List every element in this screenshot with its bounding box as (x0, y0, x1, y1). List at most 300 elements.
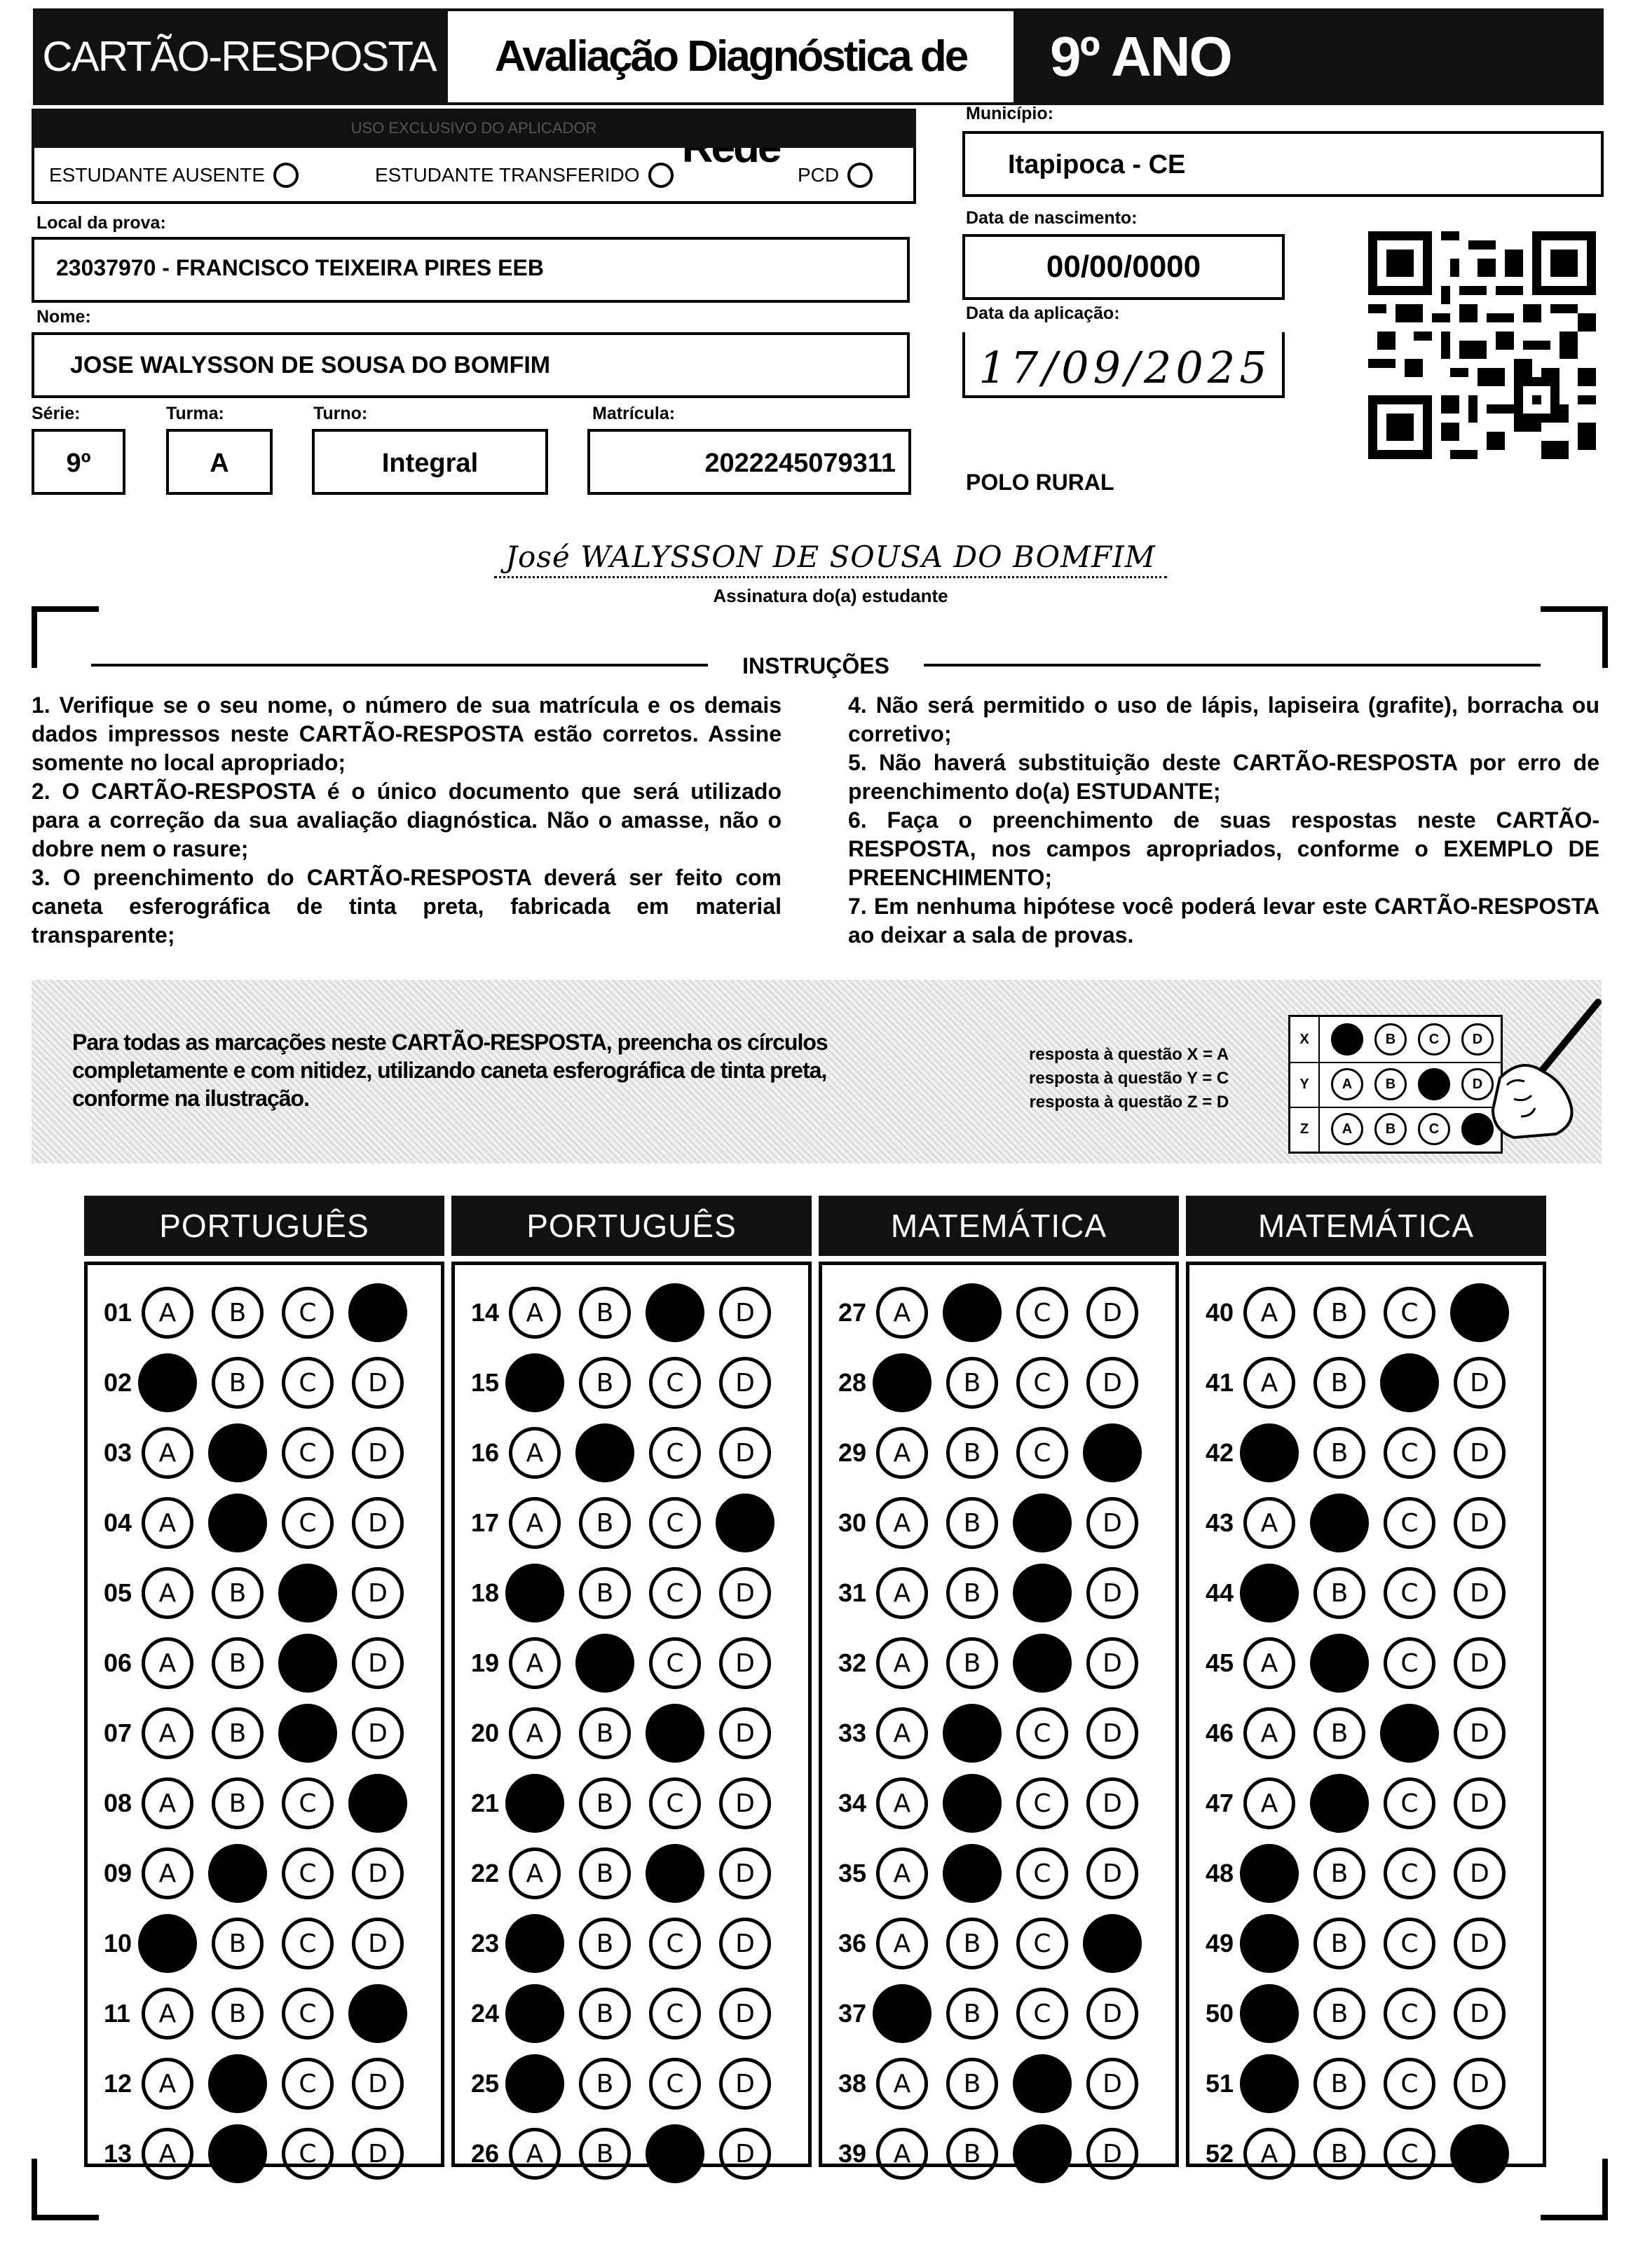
answer-bubble-26-b[interactable]: B (579, 2128, 631, 2180)
example-bubble-b: B (1374, 1113, 1407, 1145)
question-row (471, 1845, 789, 1901)
signature-line (494, 576, 1167, 578)
answer-bubble-37-a[interactable] (873, 1984, 931, 2043)
answer-bubble-34-d[interactable]: D (1086, 1777, 1138, 1829)
answer-bubble-16-a[interactable]: A (509, 1427, 561, 1479)
answer-bubble-47-b[interactable] (1310, 1774, 1369, 1833)
answer-bubble-47-d[interactable]: D (1454, 1777, 1506, 1829)
answer-bubble-35-d[interactable]: D (1086, 1847, 1138, 1899)
answer-bubble-23-c[interactable]: C (649, 1918, 701, 1969)
answer-bubble-43-a[interactable]: A (1243, 1497, 1295, 1549)
answer-bubble-08-a[interactable]: A (142, 1777, 193, 1829)
answer-bubble-28-d[interactable]: D (1086, 1357, 1138, 1409)
question-number: 02 (104, 1368, 132, 1397)
answer-bubble-03-c[interactable]: C (282, 1427, 334, 1479)
answer-bubble-30-d[interactable]: D (1086, 1497, 1138, 1549)
question-row (471, 1565, 789, 1621)
answer-bubble-40-a[interactable]: A (1243, 1287, 1295, 1339)
question-number: 32 (838, 1648, 867, 1677)
answer-bubble-31-d[interactable]: D (1086, 1567, 1138, 1619)
answer-bubble-13-d[interactable]: D (352, 2128, 404, 2180)
answer-bubble-16-b[interactable] (575, 1423, 634, 1482)
answer-bubble-37-d[interactable]: D (1086, 1988, 1138, 2040)
answer-bubble-07-b[interactable]: B (212, 1707, 264, 1759)
answer-bubble-19-b[interactable] (575, 1634, 634, 1693)
answer-bubble-38-a[interactable]: A (876, 2058, 928, 2110)
question-row (838, 1285, 1156, 1341)
answer-bubble-14-c[interactable] (646, 1283, 704, 1342)
answer-bubble-49-d[interactable]: D (1454, 1918, 1506, 1969)
answer-bubble-34-b[interactable] (943, 1774, 1002, 1833)
answer-bubble-45-a[interactable]: A (1243, 1637, 1295, 1689)
answer-bubble-24-c[interactable]: C (649, 1988, 701, 2040)
transferred-checkbox[interactable] (648, 163, 674, 188)
answer-bubble-07-d[interactable]: D (352, 1707, 404, 1759)
question-number: 09 (104, 1859, 132, 1887)
answer-bubble-43-b[interactable] (1310, 1494, 1369, 1552)
question-number: 13 (104, 2139, 132, 2168)
answer-bubble-35-c[interactable]: C (1016, 1847, 1068, 1899)
answer-bubble-04-b[interactable] (208, 1494, 267, 1552)
answer-bubble-22-a[interactable]: A (509, 1847, 561, 1899)
question-number: 34 (838, 1789, 867, 1817)
answer-bubble-06-a[interactable]: A (142, 1637, 193, 1689)
answer-bubble-10-a[interactable] (138, 1914, 197, 1973)
answer-bubble-50-a[interactable] (1240, 1984, 1299, 2043)
question-number: 40 (1206, 1298, 1234, 1327)
example-bubble-d: D (1461, 1068, 1494, 1100)
answer-bubble-13-b[interactable] (208, 2124, 267, 2183)
answer-bubble-01-c[interactable]: C (282, 1287, 334, 1339)
answer-bubble-21-a[interactable] (505, 1774, 564, 1833)
example-bubble-a (1331, 1023, 1363, 1056)
answer-bubble-10-d[interactable]: D (352, 1918, 404, 1969)
answer-bubble-29-c[interactable]: C (1016, 1427, 1068, 1479)
answer-bubble-03-a[interactable]: A (142, 1427, 193, 1479)
question-row (838, 1355, 1156, 1411)
answer-bubble-14-a[interactable]: A (509, 1287, 561, 1339)
answer-bubble-02-d[interactable]: D (352, 1357, 404, 1409)
answer-bubble-05-c[interactable] (278, 1564, 337, 1623)
example-bubble-a: A (1331, 1113, 1363, 1145)
question-number: 49 (1206, 1929, 1234, 1958)
answer-bubble-01-a[interactable]: A (142, 1287, 193, 1339)
answer-bubble-46-c[interactable] (1380, 1704, 1439, 1763)
example-legend (1029, 1043, 1229, 1114)
answer-bubble-27-a[interactable]: A (876, 1287, 928, 1339)
polo-label: POLO RURAL (966, 470, 1114, 495)
answer-bubble-28-b[interactable]: B (946, 1357, 998, 1409)
answer-bubble-20-c[interactable] (646, 1704, 704, 1763)
answer-bubble-32-a[interactable]: A (876, 1637, 928, 1689)
column-header-3: MATEMÁTICA (819, 1196, 1179, 1256)
answer-bubble-45-b[interactable] (1310, 1634, 1369, 1693)
answer-bubble-42-c[interactable]: C (1384, 1427, 1435, 1479)
answer-bubble-19-a[interactable]: A (509, 1637, 561, 1689)
question-row (1206, 2126, 1524, 2182)
answer-bubble-10-b[interactable]: B (212, 1918, 264, 1969)
answer-bubble-11-b[interactable]: B (212, 1988, 264, 2040)
question-row (104, 2126, 422, 2182)
answer-bubble-47-a[interactable]: A (1243, 1777, 1295, 1829)
answer-bubble-47-c[interactable]: C (1384, 1777, 1435, 1829)
answer-bubble-02-a[interactable] (138, 1353, 197, 1412)
answer-bubble-22-b[interactable]: B (579, 1847, 631, 1899)
answer-bubble-05-a[interactable]: A (142, 1567, 193, 1619)
question-row (471, 1705, 789, 1761)
answer-bubble-46-b[interactable]: B (1313, 1707, 1365, 1759)
answer-bubble-17-c[interactable]: C (649, 1497, 701, 1549)
question-number: 21 (471, 1789, 500, 1817)
answer-bubble-27-c[interactable]: C (1016, 1287, 1068, 1339)
answer-bubble-51-a[interactable] (1240, 2054, 1299, 2113)
instructions-title: INSTRUÇÕES (742, 653, 889, 678)
question-number: 48 (1206, 1859, 1234, 1887)
answer-bubble-11-d[interactable] (348, 1984, 407, 2043)
answer-bubble-32-c[interactable] (1013, 1634, 1072, 1693)
answer-bubble-52-a[interactable]: A (1243, 2128, 1295, 2180)
answer-bubble-20-d[interactable]: D (719, 1707, 771, 1759)
example-bubble-c: C (1418, 1113, 1450, 1145)
example-bubble-c: C (1418, 1023, 1450, 1056)
question-row (1206, 1635, 1524, 1691)
question-row (471, 2056, 789, 2112)
answer-bubble-42-b[interactable]: B (1313, 1427, 1365, 1479)
question-row (1206, 1705, 1524, 1761)
answer-bubble-49-b[interactable]: B (1313, 1918, 1365, 1969)
question-number: 51 (1206, 2069, 1234, 2098)
column-header-1: PORTUGUÊS (84, 1196, 444, 1256)
answer-bubble-40-d[interactable] (1450, 1283, 1509, 1342)
answer-bubble-06-d[interactable]: D (352, 1637, 404, 1689)
absent-option[interactable] (49, 163, 299, 188)
answer-bubble-24-b[interactable]: B (579, 1988, 631, 2040)
answer-bubble-09-a[interactable]: A (142, 1847, 193, 1899)
answer-bubble-31-c[interactable] (1013, 1564, 1072, 1623)
question-row (104, 1705, 422, 1761)
answer-bubble-39-b[interactable]: B (946, 2128, 998, 2180)
answer-bubble-16-c[interactable]: C (649, 1427, 701, 1479)
answer-bubble-15-a[interactable] (505, 1353, 564, 1412)
question-row (838, 1635, 1156, 1691)
question-row (471, 1285, 789, 1341)
answer-bubble-36-d[interactable] (1083, 1914, 1142, 1973)
question-number: 35 (838, 1859, 867, 1887)
answer-bubble-01-d[interactable] (348, 1283, 407, 1342)
qr-code (1368, 231, 1596, 459)
question-number: 33 (838, 1719, 867, 1747)
answer-bubble-22-d[interactable]: D (719, 1847, 771, 1899)
answer-bubble-37-b[interactable]: B (946, 1988, 998, 2040)
answer-bubble-50-b[interactable]: B (1313, 1988, 1365, 2040)
answer-bubble-48-b[interactable]: B (1313, 1847, 1365, 1899)
answer-bubble-04-c[interactable]: C (282, 1497, 334, 1549)
answer-bubble-32-b[interactable]: B (946, 1637, 998, 1689)
nascimento-value: 00/00/0000 (1046, 250, 1201, 284)
answer-bubble-44-a[interactable] (1240, 1564, 1299, 1623)
answer-bubble-33-b[interactable] (943, 1704, 1002, 1763)
answer-bubble-44-b[interactable]: B (1313, 1567, 1365, 1619)
answer-bubble-27-b[interactable] (943, 1283, 1002, 1342)
pcd-option[interactable] (798, 163, 873, 188)
answer-bubble-04-d[interactable]: D (352, 1497, 404, 1549)
answer-bubble-18-b[interactable]: B (579, 1567, 631, 1619)
answer-bubble-05-b[interactable]: B (212, 1567, 264, 1619)
instruction-6: 6. Faça o preenchimento de suas respostas neste CARTÃO-RESPOSTA, nos campos apropriados, conforme o EXEMPLO DE PREENCHIMENTO; (848, 807, 1599, 890)
absent-checkbox[interactable] (273, 163, 299, 188)
question-row (1206, 1565, 1524, 1621)
answer-bubble-44-d[interactable]: D (1454, 1567, 1506, 1619)
answer-bubble-34-a[interactable]: A (876, 1777, 928, 1829)
answer-bubble-34-c[interactable]: C (1016, 1777, 1068, 1829)
question-number: 28 (838, 1368, 867, 1397)
answer-bubble-06-b[interactable]: B (212, 1637, 264, 1689)
answer-bubble-04-a[interactable]: A (142, 1497, 193, 1549)
answer-bubble-08-b[interactable]: B (212, 1777, 264, 1829)
answer-bubble-52-d[interactable] (1450, 2124, 1509, 2183)
answer-bubble-12-d[interactable]: D (352, 2058, 404, 2110)
answer-bubble-21-c[interactable]: C (649, 1777, 701, 1829)
question-number: 18 (471, 1578, 500, 1607)
answer-bubble-07-a[interactable]: A (142, 1707, 193, 1759)
answer-bubble-51-d[interactable]: D (1454, 2058, 1506, 2110)
answer-bubble-51-b[interactable]: B (1313, 2058, 1365, 2110)
answer-bubble-14-b[interactable]: B (579, 1287, 631, 1339)
question-number: 52 (1206, 2139, 1234, 2168)
answer-bubble-50-d[interactable]: D (1454, 1988, 1506, 2040)
answer-bubble-48-d[interactable]: D (1454, 1847, 1506, 1899)
question-row (104, 1845, 422, 1901)
answer-bubble-26-d[interactable]: D (719, 2128, 771, 2180)
answer-bubble-42-d[interactable]: D (1454, 1427, 1506, 1479)
header-card-label: CARTÃO-RESPOSTA (33, 8, 445, 105)
instructions-right (848, 691, 1599, 950)
answer-bubble-46-d[interactable]: D (1454, 1707, 1506, 1759)
answer-bubble-52-b[interactable]: B (1313, 2128, 1365, 2180)
answer-bubble-18-a[interactable] (505, 1564, 564, 1623)
answer-bubble-19-c[interactable]: C (649, 1637, 701, 1689)
applicator-heading: USO EXCLUSIVO DO APLICADOR (32, 109, 916, 148)
answer-bubble-21-b[interactable]: B (579, 1777, 631, 1829)
question-row (471, 1915, 789, 1972)
answer-bubble-49-a[interactable] (1240, 1914, 1299, 1973)
answer-bubble-10-c[interactable]: C (282, 1918, 334, 1969)
header-title: Avaliação Diagnóstica de (445, 8, 1016, 105)
answer-bubble-29-b[interactable]: B (946, 1427, 998, 1479)
question-number: 10 (104, 1929, 132, 1958)
answer-bubble-26-c[interactable] (646, 2124, 704, 2183)
answer-bubble-24-a[interactable] (505, 1984, 564, 2043)
question-row (1206, 1425, 1524, 1481)
example-legend-y: resposta à questão Y = C (1029, 1069, 1229, 1088)
question-row (471, 1495, 789, 1551)
answer-bubble-36-a[interactable]: A (876, 1918, 928, 1969)
answer-bubble-27-d[interactable]: D (1086, 1287, 1138, 1339)
answer-bubble-30-c[interactable] (1013, 1494, 1072, 1552)
column-header-4: MATEMÁTICA (1186, 1196, 1546, 1256)
answer-bubble-18-c[interactable]: C (649, 1567, 701, 1619)
answer-bubble-38-d[interactable]: D (1086, 2058, 1138, 2110)
answer-bubble-25-b[interactable]: B (579, 2058, 631, 2110)
answer-bubble-30-b[interactable]: B (946, 1497, 998, 1549)
answer-bubble-51-c[interactable]: C (1384, 2058, 1435, 2110)
question-row (838, 1495, 1156, 1551)
answer-bubble-20-b[interactable]: B (579, 1707, 631, 1759)
answer-bubble-30-a[interactable]: A (876, 1497, 928, 1549)
transferred-label: ESTUDANTE TRANSFERIDO (375, 164, 640, 186)
question-number: 38 (838, 2069, 867, 2098)
instruction-1: 1. Verifique se o seu nome, o número de sua matrícula e os demais dados impressos neste CARTÃO-RESPOSTA estão corretos. Assine somente no local apropriado; (32, 692, 782, 775)
question-number: 03 (104, 1438, 132, 1467)
answer-bubble-33-c[interactable]: C (1016, 1707, 1068, 1759)
answer-bubble-45-d[interactable]: D (1454, 1637, 1506, 1689)
example-bubble-c (1418, 1068, 1450, 1100)
answer-bubble-40-c[interactable]: C (1384, 1287, 1435, 1339)
answer-bubble-21-d[interactable]: D (719, 1777, 771, 1829)
question-number: 42 (1206, 1438, 1234, 1467)
nascimento-label: Data de nascimento: (966, 208, 1138, 228)
answer-bubble-11-a[interactable]: A (142, 1988, 193, 2040)
question-number: 41 (1206, 1368, 1234, 1397)
answer-bubble-48-a[interactable] (1240, 1844, 1299, 1903)
question-number: 26 (471, 2139, 500, 2168)
serie-value: 9º (66, 449, 91, 478)
answer-bubble-22-c[interactable] (646, 1844, 704, 1903)
answer-bubble-15-d[interactable]: D (719, 1357, 771, 1409)
answer-bubble-25-d[interactable]: D (719, 2058, 771, 2110)
answer-bubble-37-c[interactable]: C (1016, 1988, 1068, 2040)
answer-bubble-01-b[interactable]: B (212, 1287, 264, 1339)
answer-bubble-17-a[interactable]: A (509, 1497, 561, 1549)
answer-bubble-24-d[interactable]: D (719, 1988, 771, 2040)
answer-bubble-09-b[interactable] (208, 1844, 267, 1903)
question-number: 31 (838, 1578, 867, 1607)
question-row (1206, 1285, 1524, 1341)
answer-bubble-48-c[interactable]: C (1384, 1847, 1435, 1899)
answer-bubble-33-a[interactable]: A (876, 1707, 928, 1759)
question-number: 47 (1206, 1789, 1234, 1817)
question-number: 04 (104, 1508, 132, 1537)
answer-bubble-15-b[interactable]: B (579, 1357, 631, 1409)
answer-bubble-39-d[interactable]: D (1086, 2128, 1138, 2180)
answer-bubble-39-c[interactable] (1013, 2124, 1072, 2183)
instructions-rule-right (924, 664, 1541, 667)
local-label: Local da prova: (36, 213, 166, 233)
answer-bubble-17-d[interactable] (716, 1494, 774, 1552)
example-bubble-b: B (1374, 1023, 1407, 1056)
question-number: 19 (471, 1648, 500, 1677)
answer-bubble-07-c[interactable] (278, 1704, 337, 1763)
question-number: 01 (104, 1298, 132, 1327)
answer-bubble-35-a[interactable]: A (876, 1847, 928, 1899)
answer-bubble-41-d[interactable]: D (1454, 1357, 1506, 1409)
corner-mark-top-right (1541, 606, 1608, 668)
answer-bubble-14-d[interactable]: D (719, 1287, 771, 1339)
answer-bubble-32-d[interactable]: D (1086, 1637, 1138, 1689)
answer-bubble-31-b[interactable]: B (946, 1567, 998, 1619)
answer-bubble-49-c[interactable]: C (1384, 1918, 1435, 1969)
municipio-label: Município: (966, 104, 1053, 123)
answer-bubble-02-c[interactable]: C (282, 1357, 334, 1409)
answer-bubble-08-d[interactable] (348, 1774, 407, 1833)
answer-bubble-20-a[interactable]: A (509, 1707, 561, 1759)
local-value: 23037970 - FRANCISCO TEIXEIRA PIRES EEB (56, 255, 544, 280)
pcd-checkbox[interactable] (847, 163, 873, 188)
answer-bubble-11-c[interactable]: C (282, 1988, 334, 2040)
answer-bubble-18-d[interactable]: D (719, 1567, 771, 1619)
answer-bubble-13-a[interactable]: A (142, 2128, 193, 2180)
answer-bubble-03-d[interactable]: D (352, 1427, 404, 1479)
answer-bubble-39-a[interactable]: A (876, 2128, 928, 2180)
question-row (471, 1425, 789, 1481)
answer-bubble-38-c[interactable] (1013, 2054, 1072, 2113)
answer-bubble-03-b[interactable] (208, 1423, 267, 1482)
answer-bubble-44-c[interactable]: C (1384, 1567, 1435, 1619)
answer-bubble-45-c[interactable]: C (1384, 1637, 1435, 1689)
answer-bubble-23-d[interactable]: D (719, 1918, 771, 1969)
answer-bubble-12-b[interactable] (208, 2054, 267, 2113)
transferred-option[interactable] (375, 163, 674, 188)
question-row (1206, 1355, 1524, 1411)
question-number: 45 (1206, 1648, 1234, 1677)
answer-bubble-29-a[interactable]: A (876, 1427, 928, 1479)
answer-bubble-05-d[interactable]: D (352, 1567, 404, 1619)
example-row-label: Z (1290, 1107, 1320, 1152)
answer-bubble-38-b[interactable]: B (946, 2058, 998, 2110)
answer-bubble-33-d[interactable]: D (1086, 1707, 1138, 1759)
answer-bubble-15-c[interactable]: C (649, 1357, 701, 1409)
answer-bubble-41-a[interactable]: A (1243, 1357, 1295, 1409)
answer-bubble-16-d[interactable]: D (719, 1427, 771, 1479)
answer-bubble-40-b[interactable]: B (1313, 1287, 1365, 1339)
answer-bubble-12-c[interactable]: C (282, 2058, 334, 2110)
answer-bubble-43-c[interactable]: C (1384, 1497, 1435, 1549)
answer-bubble-09-d[interactable]: D (352, 1847, 404, 1899)
answer-bubble-02-b[interactable]: B (212, 1357, 264, 1409)
answer-bubble-17-b[interactable]: B (579, 1497, 631, 1549)
instruction-7: 7. Em nenhuma hipótese você poderá levar este CARTÃO-RESPOSTA ao deixar a sala de provas. (848, 894, 1599, 948)
answer-bubble-23-b[interactable]: B (579, 1918, 631, 1969)
answer-bubble-46-a[interactable]: A (1243, 1707, 1295, 1759)
answer-bubble-41-c[interactable] (1380, 1353, 1439, 1412)
answer-bubble-35-b[interactable] (943, 1844, 1002, 1903)
answer-bubble-50-c[interactable]: C (1384, 1988, 1435, 2040)
answer-bubble-43-d[interactable]: D (1454, 1497, 1506, 1549)
answer-bubble-29-d[interactable] (1083, 1423, 1142, 1482)
question-row (838, 1775, 1156, 1831)
answer-bubble-19-d[interactable]: D (719, 1637, 771, 1689)
answer-bubble-28-c[interactable]: C (1016, 1357, 1068, 1409)
answer-bubble-36-b[interactable]: B (946, 1918, 998, 1969)
answer-bubble-52-c[interactable]: C (1384, 2128, 1435, 2180)
answer-bubble-25-c[interactable]: C (649, 2058, 701, 2110)
answer-bubble-08-c[interactable]: C (282, 1777, 334, 1829)
answer-bubble-26-a[interactable]: A (509, 2128, 561, 2180)
answer-bubble-41-b[interactable]: B (1313, 1357, 1365, 1409)
answer-bubble-13-c[interactable]: C (282, 2128, 334, 2180)
question-number: 23 (471, 1929, 500, 1958)
answer-bubble-23-a[interactable] (505, 1914, 564, 1973)
question-number: 06 (104, 1648, 132, 1677)
answer-bubble-31-a[interactable]: A (876, 1567, 928, 1619)
answer-bubble-25-a[interactable] (505, 2054, 564, 2113)
answer-bubble-42-a[interactable] (1240, 1423, 1299, 1482)
answer-bubble-12-a[interactable]: A (142, 2058, 193, 2110)
answer-bubble-09-c[interactable]: C (282, 1847, 334, 1899)
answer-bubble-36-c[interactable]: C (1016, 1918, 1068, 1969)
answer-bubble-28-a[interactable] (873, 1353, 931, 1412)
answer-bubble-06-c[interactable] (278, 1634, 337, 1693)
